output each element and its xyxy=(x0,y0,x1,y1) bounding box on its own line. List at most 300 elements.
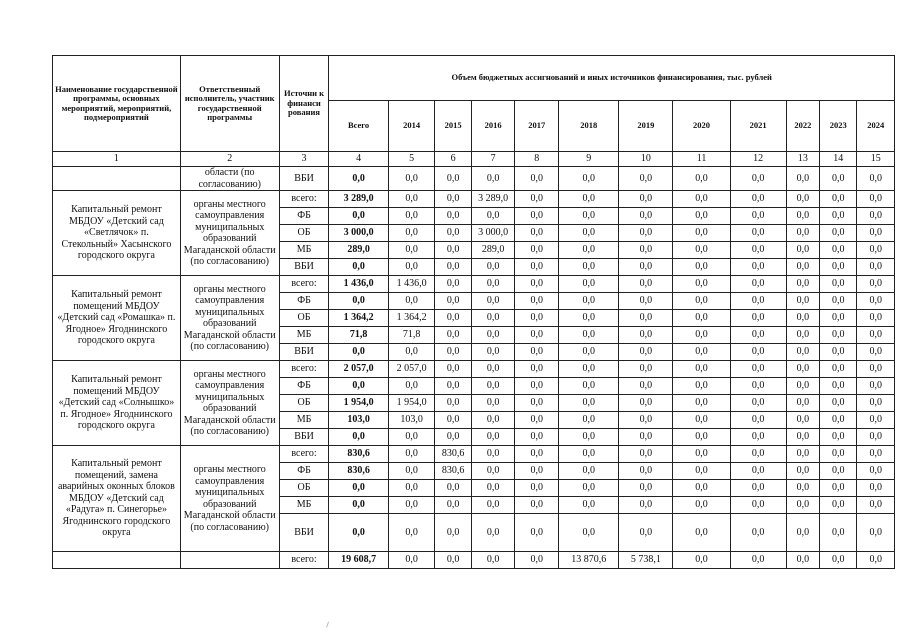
value-cell: 103,0 xyxy=(388,412,435,429)
value-cell: 0,0 xyxy=(515,225,559,242)
value-cell: 0,0 xyxy=(673,480,730,497)
value-cell: 0,0 xyxy=(857,446,895,463)
value-cell: 0,0 xyxy=(730,378,786,395)
value-cell: 0,0 xyxy=(619,310,673,327)
source-cell: всего: xyxy=(279,191,329,208)
value-cell: 0,0 xyxy=(435,167,471,191)
value-cell: 0,0 xyxy=(559,344,619,361)
table-row xyxy=(53,446,895,463)
value-cell: 0,0 xyxy=(329,480,388,497)
value-cell: 0,0 xyxy=(559,293,619,310)
value-cell: 0,0 xyxy=(619,361,673,378)
value-cell: 0,0 xyxy=(857,497,895,514)
value-cell: 0,0 xyxy=(435,429,471,446)
value-cell: 0,0 xyxy=(435,259,471,276)
value-cell: 0,0 xyxy=(559,446,619,463)
source-cell: всего: xyxy=(279,446,329,463)
total-row xyxy=(53,552,895,569)
value-cell: 0,0 xyxy=(786,225,819,242)
value-cell: 0,0 xyxy=(673,514,730,552)
source-cell: ВБИ xyxy=(279,167,329,191)
value-cell: 0,0 xyxy=(471,167,515,191)
value-cell: 0,0 xyxy=(730,497,786,514)
value-cell: 830,6 xyxy=(329,446,388,463)
value-cell: 0,0 xyxy=(559,242,619,259)
value-cell: 0,0 xyxy=(619,344,673,361)
value-cell: 830,6 xyxy=(329,463,388,480)
value-cell: 0,0 xyxy=(857,276,895,293)
value-cell: 0,0 xyxy=(673,167,730,191)
column-number: 5 xyxy=(388,152,435,167)
value-cell: 0,0 xyxy=(388,225,435,242)
value-cell: 0,0 xyxy=(857,344,895,361)
source-cell: всего: xyxy=(279,276,329,293)
source-cell: МБ xyxy=(279,242,329,259)
value-cell: 0,0 xyxy=(471,293,515,310)
value-cell: 0,0 xyxy=(329,497,388,514)
budget-table-sheet xyxy=(52,55,895,569)
value-cell: 0,0 xyxy=(673,412,730,429)
value-cell: 0,0 xyxy=(619,293,673,310)
value-cell: 0,0 xyxy=(819,429,856,446)
value-cell: 0,0 xyxy=(515,497,559,514)
value-cell: 0,0 xyxy=(819,395,856,412)
value-cell: 0,0 xyxy=(819,293,856,310)
value-cell: 0,0 xyxy=(471,552,515,569)
value-cell: 0,0 xyxy=(435,514,471,552)
budget-table xyxy=(52,55,895,569)
header-year-2014: 2014 xyxy=(388,101,435,152)
responsible-cell: органы местного самоуправления муниципальных образований Магаданской области (по согласованию) xyxy=(180,191,279,276)
value-cell: 289,0 xyxy=(329,242,388,259)
value-cell: 0,0 xyxy=(819,242,856,259)
value-cell: 0,0 xyxy=(619,191,673,208)
table-row xyxy=(53,167,895,191)
value-cell: 0,0 xyxy=(619,378,673,395)
value-cell: 0,0 xyxy=(786,327,819,344)
value-cell: 0,0 xyxy=(471,378,515,395)
value-cell: 830,6 xyxy=(435,446,471,463)
source-cell: ФБ xyxy=(279,463,329,480)
source-cell: ВБИ xyxy=(279,429,329,446)
value-cell: 0,0 xyxy=(857,395,895,412)
source-cell: МБ xyxy=(279,497,329,514)
value-cell: 0,0 xyxy=(471,310,515,327)
value-cell: 3 000,0 xyxy=(329,225,388,242)
column-number: 12 xyxy=(730,152,786,167)
value-cell: 0,0 xyxy=(786,378,819,395)
value-cell: 0,0 xyxy=(857,514,895,552)
value-cell: 0,0 xyxy=(857,412,895,429)
value-cell: 3 000,0 xyxy=(471,225,515,242)
value-cell: 0,0 xyxy=(388,344,435,361)
value-cell: 0,0 xyxy=(559,225,619,242)
value-cell: 0,0 xyxy=(619,463,673,480)
program-name-cell xyxy=(53,552,181,569)
value-cell: 0,0 xyxy=(857,242,895,259)
value-cell: 0,0 xyxy=(619,276,673,293)
value-cell: 0,0 xyxy=(786,497,819,514)
source-cell: ФБ xyxy=(279,208,329,225)
value-cell: 0,0 xyxy=(515,310,559,327)
column-number: 13 xyxy=(786,152,819,167)
responsible-cell: органы местного самоуправления муниципальных образований Магаданской области (по согласованию) xyxy=(180,446,279,552)
value-cell: 0,0 xyxy=(786,259,819,276)
value-cell: 0,0 xyxy=(819,259,856,276)
value-cell: 0,0 xyxy=(388,480,435,497)
program-name-cell: Капитальный ремонт помещений МБДОУ «Детский сад «Ромашка» п. Ягодное» Ягоднинского городского округа xyxy=(53,276,181,361)
value-cell: 0,0 xyxy=(471,446,515,463)
column-number: 15 xyxy=(857,152,895,167)
value-cell: 0,0 xyxy=(515,480,559,497)
value-cell: 0,0 xyxy=(819,412,856,429)
value-cell: 0,0 xyxy=(471,259,515,276)
column-number: 2 xyxy=(180,152,279,167)
value-cell: 71,8 xyxy=(329,327,388,344)
value-cell: 0,0 xyxy=(786,446,819,463)
value-cell: 0,0 xyxy=(730,429,786,446)
value-cell: 0,0 xyxy=(819,310,856,327)
value-cell: 0,0 xyxy=(435,225,471,242)
value-cell: 0,0 xyxy=(786,167,819,191)
value-cell: 0,0 xyxy=(435,395,471,412)
value-cell: 830,6 xyxy=(435,463,471,480)
value-cell: 0,0 xyxy=(515,208,559,225)
value-cell: 0,0 xyxy=(673,242,730,259)
responsible-cell: органы местного самоуправления муниципальных образований Магаданской области (по согласованию) xyxy=(180,361,279,446)
value-cell: 0,0 xyxy=(819,378,856,395)
value-cell: 0,0 xyxy=(730,293,786,310)
value-cell: 3 289,0 xyxy=(329,191,388,208)
value-cell: 0,0 xyxy=(515,242,559,259)
column-number: 11 xyxy=(673,152,730,167)
value-cell: 0,0 xyxy=(559,429,619,446)
value-cell: 0,0 xyxy=(388,242,435,259)
program-name-cell: Капитальный ремонт МБДОУ «Детский сад «Светлячок» п. Стекольный» Хасынского городского округа xyxy=(53,191,181,276)
value-cell: 1 364,2 xyxy=(388,310,435,327)
value-cell: 1 954,0 xyxy=(388,395,435,412)
value-cell: 0,0 xyxy=(471,327,515,344)
value-cell: 0,0 xyxy=(857,480,895,497)
value-cell: 0,0 xyxy=(435,293,471,310)
value-cell: 0,0 xyxy=(673,259,730,276)
value-cell: 0,0 xyxy=(435,412,471,429)
value-cell: 103,0 xyxy=(329,412,388,429)
source-cell: МБ xyxy=(279,412,329,429)
value-cell: 0,0 xyxy=(857,361,895,378)
value-cell: 0,0 xyxy=(857,327,895,344)
value-cell: 0,0 xyxy=(673,344,730,361)
source-cell: ВБИ xyxy=(279,259,329,276)
value-cell: 0,0 xyxy=(619,259,673,276)
value-cell: 0,0 xyxy=(329,259,388,276)
value-cell: 0,0 xyxy=(388,429,435,446)
value-cell: 0,0 xyxy=(730,395,786,412)
value-cell: 0,0 xyxy=(515,429,559,446)
value-cell: 0,0 xyxy=(388,191,435,208)
value-cell: 0,0 xyxy=(819,225,856,242)
value-cell: 0,0 xyxy=(786,463,819,480)
value-cell: 0,0 xyxy=(819,514,856,552)
value-cell: 289,0 xyxy=(471,242,515,259)
value-cell: 0,0 xyxy=(471,480,515,497)
value-cell: 0,0 xyxy=(619,497,673,514)
value-cell: 0,0 xyxy=(786,191,819,208)
value-cell: 0,0 xyxy=(730,344,786,361)
column-number: 1 xyxy=(53,152,181,167)
value-cell: 2 057,0 xyxy=(388,361,435,378)
scan-mark xyxy=(326,622,331,629)
source-cell: ФБ xyxy=(279,293,329,310)
source-cell: ОБ xyxy=(279,480,329,497)
value-cell: 0,0 xyxy=(559,208,619,225)
column-number: 7 xyxy=(471,152,515,167)
value-cell: 0,0 xyxy=(559,412,619,429)
value-cell: 0,0 xyxy=(819,552,856,569)
value-cell: 0,0 xyxy=(619,429,673,446)
value-cell: 0,0 xyxy=(388,497,435,514)
value-cell: 3 289,0 xyxy=(471,191,515,208)
value-cell: 0,0 xyxy=(515,463,559,480)
value-cell: 0,0 xyxy=(515,446,559,463)
value-cell: 0,0 xyxy=(673,327,730,344)
value-cell: 0,0 xyxy=(329,344,388,361)
table-row xyxy=(53,361,895,378)
value-cell: 5 738,1 xyxy=(619,552,673,569)
value-cell: 0,0 xyxy=(388,293,435,310)
value-cell: 0,0 xyxy=(786,480,819,497)
value-cell: 0,0 xyxy=(388,378,435,395)
responsible-cell xyxy=(180,552,279,569)
value-cell: 0,0 xyxy=(673,208,730,225)
value-cell: 0,0 xyxy=(673,310,730,327)
value-cell: 1 364,2 xyxy=(329,310,388,327)
value-cell: 71,8 xyxy=(388,327,435,344)
value-cell: 0,0 xyxy=(819,446,856,463)
value-cell: 0,0 xyxy=(819,208,856,225)
value-cell: 0,0 xyxy=(471,361,515,378)
value-cell: 0,0 xyxy=(559,191,619,208)
value-cell: 0,0 xyxy=(515,167,559,191)
value-cell: 0,0 xyxy=(515,259,559,276)
value-cell: 13 870,6 xyxy=(559,552,619,569)
value-cell: 0,0 xyxy=(559,310,619,327)
header-year-2016: 2016 xyxy=(471,101,515,152)
value-cell: 0,0 xyxy=(515,327,559,344)
value-cell: 0,0 xyxy=(559,395,619,412)
value-cell: 0,0 xyxy=(786,242,819,259)
value-cell: 0,0 xyxy=(730,463,786,480)
column-number: 9 xyxy=(559,152,619,167)
value-cell: 0,0 xyxy=(673,395,730,412)
value-cell: 0,0 xyxy=(730,225,786,242)
value-cell: 0,0 xyxy=(730,259,786,276)
value-cell: 1 436,0 xyxy=(329,276,388,293)
value-cell: 0,0 xyxy=(673,552,730,569)
header-source: Источни к финанси рования xyxy=(279,56,329,152)
value-cell: 0,0 xyxy=(388,552,435,569)
value-cell: 0,0 xyxy=(435,310,471,327)
value-cell: 0,0 xyxy=(471,463,515,480)
value-cell: 0,0 xyxy=(673,446,730,463)
value-cell: 0,0 xyxy=(559,167,619,191)
column-number: 4 xyxy=(329,152,388,167)
value-cell: 0,0 xyxy=(786,514,819,552)
value-cell: 0,0 xyxy=(559,514,619,552)
value-cell: 0,0 xyxy=(435,191,471,208)
value-cell: 0,0 xyxy=(435,497,471,514)
value-cell: 0,0 xyxy=(786,552,819,569)
value-cell: 0,0 xyxy=(471,208,515,225)
program-name-cell xyxy=(53,167,181,191)
value-cell: 0,0 xyxy=(515,293,559,310)
value-cell: 0,0 xyxy=(730,310,786,327)
value-cell: 0,0 xyxy=(619,225,673,242)
source-cell: МБ xyxy=(279,327,329,344)
value-cell: 0,0 xyxy=(471,514,515,552)
header-group: Объем бюджетных ассигнований и иных источников финансирования, тыс. рублей xyxy=(329,56,895,101)
value-cell: 0,0 xyxy=(673,429,730,446)
value-cell: 0,0 xyxy=(619,480,673,497)
value-cell: 0,0 xyxy=(329,167,388,191)
value-cell: 0,0 xyxy=(435,480,471,497)
source-cell: ОБ xyxy=(279,310,329,327)
value-cell: 0,0 xyxy=(515,395,559,412)
value-cell: 0,0 xyxy=(673,361,730,378)
value-cell: 0,0 xyxy=(515,344,559,361)
value-cell: 0,0 xyxy=(730,552,786,569)
column-number: 8 xyxy=(515,152,559,167)
value-cell: 0,0 xyxy=(819,463,856,480)
value-cell: 0,0 xyxy=(673,463,730,480)
value-cell: 0,0 xyxy=(435,276,471,293)
value-cell: 0,0 xyxy=(819,361,856,378)
value-cell: 0,0 xyxy=(435,344,471,361)
value-cell: 0,0 xyxy=(857,167,895,191)
value-cell: 0,0 xyxy=(786,208,819,225)
value-cell: 0,0 xyxy=(329,208,388,225)
value-cell: 0,0 xyxy=(559,276,619,293)
value-cell: 0,0 xyxy=(730,191,786,208)
value-cell: 0,0 xyxy=(857,208,895,225)
value-cell: 0,0 xyxy=(515,276,559,293)
value-cell: 0,0 xyxy=(786,310,819,327)
value-cell: 0,0 xyxy=(515,552,559,569)
table-row xyxy=(53,276,895,293)
column-number: 6 xyxy=(435,152,471,167)
value-cell: 0,0 xyxy=(329,378,388,395)
value-cell: 0,0 xyxy=(329,429,388,446)
value-cell: 0,0 xyxy=(730,167,786,191)
value-cell: 0,0 xyxy=(435,361,471,378)
value-cell: 1 954,0 xyxy=(329,395,388,412)
value-cell: 0,0 xyxy=(786,293,819,310)
source-cell: всего: xyxy=(279,552,329,569)
value-cell: 0,0 xyxy=(857,429,895,446)
header-number-row xyxy=(53,152,895,167)
value-cell: 0,0 xyxy=(619,242,673,259)
value-cell: 0,0 xyxy=(786,276,819,293)
value-cell: 0,0 xyxy=(619,395,673,412)
value-cell: 0,0 xyxy=(619,514,673,552)
header-responsible: Ответственный исполнитель, участник государственной программы xyxy=(180,56,279,152)
header-program-name: Наименование государственной программы, основных мероприятий, мероприятий, подмероприятий xyxy=(53,56,181,152)
value-cell: 0,0 xyxy=(786,395,819,412)
value-cell: 0,0 xyxy=(819,167,856,191)
header-year-Всего: Всего xyxy=(329,101,388,152)
value-cell: 0,0 xyxy=(515,191,559,208)
value-cell: 0,0 xyxy=(730,327,786,344)
value-cell: 0,0 xyxy=(786,412,819,429)
program-name-cell: Капитальный ремонт помещений МБДОУ «Детский сад «Солнышко» п. Ягодное» Ягоднинского городского округа xyxy=(53,361,181,446)
value-cell: 0,0 xyxy=(730,242,786,259)
value-cell: 0,0 xyxy=(559,463,619,480)
value-cell: 0,0 xyxy=(388,514,435,552)
value-cell: 0,0 xyxy=(388,463,435,480)
value-cell: 0,0 xyxy=(673,293,730,310)
value-cell: 0,0 xyxy=(435,208,471,225)
value-cell: 0,0 xyxy=(857,191,895,208)
value-cell: 0,0 xyxy=(673,276,730,293)
source-cell: ОБ xyxy=(279,395,329,412)
value-cell: 0,0 xyxy=(819,480,856,497)
source-cell: ВБИ xyxy=(279,514,329,552)
source-cell: ФБ xyxy=(279,378,329,395)
value-cell: 19 608,7 xyxy=(329,552,388,569)
header-year-2018: 2018 xyxy=(559,101,619,152)
header-year-2019: 2019 xyxy=(619,101,673,152)
value-cell: 0,0 xyxy=(559,259,619,276)
program-name-cell: Капитальный ремонт помещений, замена аварийных оконных блоков МБДОУ «Детский сад «Радуга» п. Синегорье» Ягоднинского городского округа xyxy=(53,446,181,552)
value-cell: 0,0 xyxy=(471,497,515,514)
column-number: 10 xyxy=(619,152,673,167)
header-year-2015: 2015 xyxy=(435,101,471,152)
value-cell: 0,0 xyxy=(857,463,895,480)
value-cell: 0,0 xyxy=(619,412,673,429)
responsible-cell: области (по согласованию) xyxy=(180,167,279,191)
value-cell: 0,0 xyxy=(673,497,730,514)
value-cell: 0,0 xyxy=(388,446,435,463)
value-cell: 0,0 xyxy=(730,412,786,429)
value-cell: 0,0 xyxy=(471,429,515,446)
value-cell: 0,0 xyxy=(471,412,515,429)
value-cell: 0,0 xyxy=(515,514,559,552)
header-year-2023: 2023 xyxy=(819,101,856,152)
value-cell: 0,0 xyxy=(730,480,786,497)
value-cell: 0,0 xyxy=(819,344,856,361)
value-cell: 0,0 xyxy=(786,429,819,446)
value-cell: 0,0 xyxy=(673,378,730,395)
source-cell: ВБИ xyxy=(279,344,329,361)
value-cell: 0,0 xyxy=(819,276,856,293)
value-cell: 1 436,0 xyxy=(388,276,435,293)
value-cell: 0,0 xyxy=(786,344,819,361)
value-cell: 0,0 xyxy=(857,293,895,310)
value-cell: 0,0 xyxy=(730,276,786,293)
value-cell: 0,0 xyxy=(673,225,730,242)
value-cell: 0,0 xyxy=(559,378,619,395)
value-cell: 0,0 xyxy=(515,361,559,378)
value-cell: 0,0 xyxy=(471,395,515,412)
value-cell: 0,0 xyxy=(435,378,471,395)
value-cell: 0,0 xyxy=(730,208,786,225)
value-cell: 0,0 xyxy=(619,446,673,463)
value-cell: 0,0 xyxy=(515,412,559,429)
header-year-2022: 2022 xyxy=(786,101,819,152)
value-cell: 0,0 xyxy=(388,259,435,276)
value-cell: 0,0 xyxy=(730,514,786,552)
value-cell: 0,0 xyxy=(471,344,515,361)
